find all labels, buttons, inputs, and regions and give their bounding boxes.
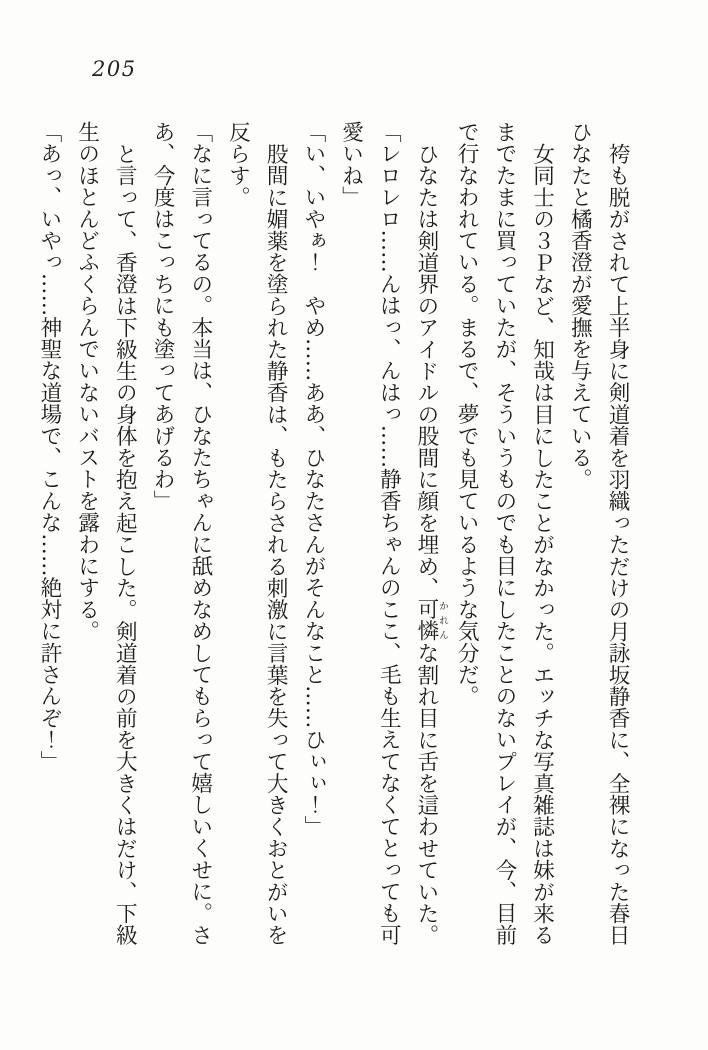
ruby-furigana: かれん [436, 598, 448, 642]
paragraph-narration-2: 女同士の３Ｐなど、知哉は目にしたことがなかった。エッチな写真雑誌は妹が来るまでたまに買っていたが、そういうものでも目にしたことのないプレイが、今、目前で行なわれている。まるで、夢でも見ているような気分だ。 [454, 121, 555, 946]
paragraph-dialogue-4: 「あっ、いやっ……神聖な道場で、こんな……絶対に許さんぞ！」 [36, 121, 62, 772]
paragraph-dialogue-2: 「い、いやぁ！ やめ……ああ、ひなたさんがそんなこと……ひぃぃ！」 [300, 121, 326, 838]
ruby-karen [413, 598, 448, 642]
paragraph-dialogue-1: 「レロレロ……んはっ、んはっ……静香ちゃんのここ、毛も生えてなくてとっても可愛いね」 [338, 121, 402, 946]
paragraph-narration-1: 袴も脱がされて上半身に剣道着を羽織っただけの月詠坂静香に、全裸になった春日ひなたと橘香澄が愛撫を与えている。 [567, 121, 630, 946]
ruby-base: 可憐 [413, 598, 439, 642]
paragraph-3-pre: ひなたは剣道界のアイドルの股間に顔を埋め、 [413, 142, 439, 599]
paragraph-dialogue-3: 「なに言ってるの。本当は、ひなたちゃんに舐めなめしてもらって嬉しいくせに。さあ、今度はこっちにも塗ってあげるわ」 [150, 121, 213, 946]
paragraph-3-post: な割れ目に舌を這わせていた。 [413, 641, 439, 946]
paragraph-narration-5: と言って、香澄は下級生の身体を抱え起こした。剣道着の前を大きくはだけ、下級生のほとんどふくらんでいないバストを露わにする。 [74, 121, 138, 946]
page-number: 205 [92, 57, 137, 81]
paragraph-narration-3 [407, 121, 447, 952]
paragraph-narration-4: 股間に媚薬を塗られた静香は、もたらされる刺激に言葉を失って大きくおとがいを反らす。 [225, 121, 289, 946]
text-block [30, 121, 636, 952]
